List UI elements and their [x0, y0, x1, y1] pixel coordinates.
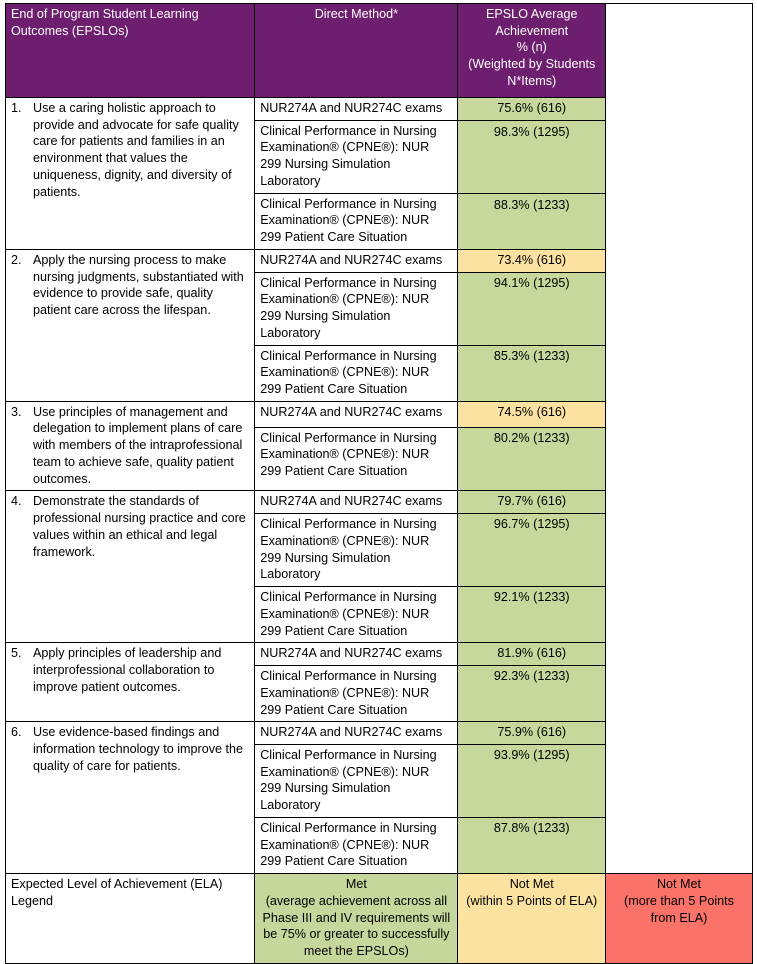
table-row: [6, 643, 753, 666]
achievement-value-cell: 87.8% (1233): [458, 817, 606, 873]
achievement-value-cell: 96.7% (1295): [458, 514, 606, 587]
table-row: [6, 401, 753, 427]
outcome-text: Apply the nursing process to make nursing judgments, substantiated with evidence to provide safe, quality patient care across the lifespan.: [33, 252, 244, 318]
column-header-epslo-average: [458, 4, 606, 98]
direct-method-cell: Clinical Performance in Nursing Examination® (CPNE®): NUR 299 Patient Care Situation: [255, 587, 458, 643]
direct-method-cell: Clinical Performance in Nursing Examination® (CPNE®): NUR 299 Patient Care Situation: [255, 193, 458, 249]
achievement-value-cell: 98.3% (1295): [458, 120, 606, 193]
direct-method-cell: Clinical Performance in Nursing Examination® (CPNE®): NUR 299 Patient Care Situation: [255, 817, 458, 873]
achievement-value-cell: 73.4% (616): [458, 249, 606, 272]
achievement-value-cell: 74.5% (616): [458, 401, 606, 427]
achievement-value-cell: 75.6% (616): [458, 98, 606, 121]
table-row: [6, 491, 753, 514]
legend-cell-near: Not Met (within 5 Points of ELA): [458, 874, 606, 964]
outcome-text: Demonstrate the standards of professional nursing practice and core values within an ethical and legal framework.: [33, 494, 246, 559]
column-header-outcomes: End of Program Student Learning Outcomes (EPSLOs): [6, 4, 255, 98]
achievement-value-cell: 81.9% (616): [458, 643, 606, 666]
direct-method-cell: NUR274A and NUR274C exams: [255, 98, 458, 121]
table-row: [6, 98, 753, 121]
direct-method-cell: NUR274A and NUR274C exams: [255, 249, 458, 272]
outcome-cell: [6, 401, 255, 491]
outcome-cell: [6, 643, 255, 722]
direct-method-cell: NUR274A and NUR274C exams: [255, 401, 458, 427]
header-line-3: % (n): [516, 40, 547, 55]
table-row: [6, 722, 753, 745]
direct-method-cell: Clinical Performance in Nursing Examination® (CPNE®): NUR 299 Patient Care Situation: [255, 345, 458, 401]
outcome-text: Use principles of management and delegation to implement plans of care with members of the intraprofessional team to achieve safe, quality patient outcomes.: [33, 404, 243, 486]
epslo-achievement-table: [5, 3, 753, 964]
header-line-2: Achievement: [495, 23, 569, 38]
outcome-cell: [6, 491, 255, 643]
outcome-number: 1.: [11, 101, 22, 115]
outcome-number: 3.: [11, 404, 22, 419]
achievement-value-cell: 79.7% (616): [458, 491, 606, 514]
achievement-value-cell: 93.9% (1295): [458, 744, 606, 817]
legend-cell-notmet: Not Met (more than 5 Points from ELA): [605, 874, 752, 964]
header-line-1: EPSLO Average: [485, 7, 578, 21]
achievement-value-cell: 80.2% (1233): [458, 427, 606, 491]
direct-method-cell: Clinical Performance in Nursing Examination® (CPNE®): NUR 299 Nursing Simulation Laboratory: [255, 120, 458, 193]
direct-method-cell: Clinical Performance in Nursing Examination® (CPNE®): NUR 299 Nursing Simulation Laboratory: [255, 272, 458, 345]
direct-method-cell: Clinical Performance in Nursing Examination® (CPNE®): NUR 299 Nursing Simulation Laboratory: [255, 514, 458, 587]
direct-method-cell: Clinical Performance in Nursing Examination® (CPNE®): NUR 299 Nursing Simulation Laboratory: [255, 744, 458, 817]
outcome-text: Use evidence-based findings and information technology to improve the quality of care for patients.: [33, 725, 244, 773]
table-legend-footer: [6, 874, 753, 964]
outcome-number: 2.: [11, 252, 22, 267]
direct-method-cell: Clinical Performance in Nursing Examination® (CPNE®): NUR 299 Patient Care Situation: [255, 427, 458, 491]
legend-cell-met: Met (average achievement across all Phase III and IV requirements will be 75% or greater to successfully meet the EPSLOs): [255, 874, 458, 964]
achievement-value-cell: 94.1% (1295): [458, 272, 606, 345]
legend-row: [6, 874, 753, 964]
outcome-text: Apply principles of leadership and interprofessional collaboration to improve patient outcomes.: [33, 646, 222, 694]
outcome-cell: [6, 98, 255, 250]
outcome-text: Use a caring holistic approach to provide and advocate for safe quality care for patients and families in an environment that values the uniqueness, dignity, and diversity of patients.: [33, 101, 239, 199]
achievement-value-cell: 92.3% (1233): [458, 666, 606, 722]
header-line-5: N*Items): [507, 73, 557, 88]
direct-method-cell: NUR274A and NUR274C exams: [255, 722, 458, 745]
direct-method-cell: NUR274A and NUR274C exams: [255, 643, 458, 666]
outcome-cell: [6, 249, 255, 401]
achievement-value-cell: 75.9% (616): [458, 722, 606, 745]
outcome-number: 4.: [11, 494, 22, 509]
outcome-cell: [6, 722, 255, 874]
table-row: [6, 249, 753, 272]
achievement-value-cell: 85.3% (1233): [458, 345, 606, 401]
column-header-direct-method: Direct Method*: [255, 4, 458, 98]
direct-method-cell: Clinical Performance in Nursing Examination® (CPNE®): NUR 299 Patient Care Situation: [255, 666, 458, 722]
table-header: [6, 4, 753, 98]
direct-method-cell: NUR274A and NUR274C exams: [255, 491, 458, 514]
header-row: [6, 4, 753, 98]
legend-label: Expected Level of Achievement (ELA) Legend: [6, 874, 255, 964]
outcome-number: 6.: [11, 725, 22, 740]
outcome-number: 5.: [11, 646, 22, 661]
header-line-4: (Weighted by Students: [468, 57, 596, 72]
achievement-value-cell: 92.1% (1233): [458, 587, 606, 643]
achievement-value-cell: 88.3% (1233): [458, 193, 606, 249]
table-body: [6, 98, 753, 874]
